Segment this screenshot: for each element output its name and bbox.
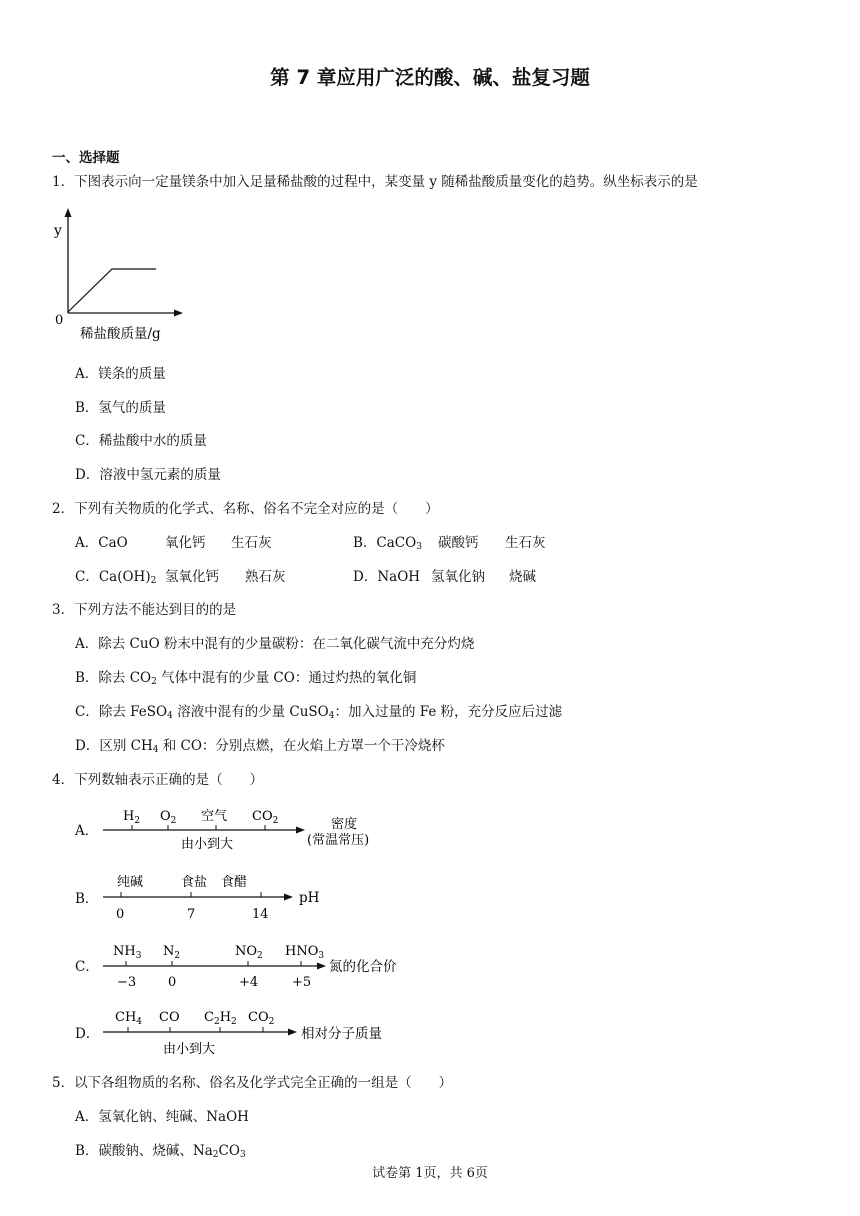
q4d-label-c2h2-h: H (219, 1010, 232, 1025)
q3-c-text-rest: ：加入过量的 Fe 粉，充分反应后过滤 (334, 704, 563, 720)
q4b-end-label: pH (299, 890, 320, 906)
q3-b-text: B．除去 CO (75, 670, 152, 686)
q4-option-d-axis (95, 1001, 415, 1061)
q2-option-c (75, 568, 286, 590)
q1-option-b: B．氢气的质量 (75, 400, 166, 416)
question-3-stem: 3．下列方法不能达到目的的是 (52, 602, 237, 618)
q3-option-b (75, 669, 416, 691)
q4b-label-salt: 食盐 (181, 875, 208, 890)
q3-c-text: C．除去 FeSO (75, 704, 168, 720)
q4b-tick-0: 0 (116, 907, 125, 922)
q4c-label-hno3: HNO (285, 944, 319, 959)
q2-b-common: 生石灰 (505, 535, 546, 551)
q4a-sub-h2: 2 (134, 816, 141, 826)
q2-a-letter: A． (75, 535, 99, 551)
q4a-label-h2: H (123, 809, 135, 824)
q4c-label-no2: NO (235, 944, 258, 959)
q3-d-text-rest: 和 CO：分别点燃，在火焰上方罩一个干冷烧杯 (158, 738, 445, 754)
question-4-stem: 4．下列数轴表示正确的是（ ） (52, 772, 264, 788)
svg-text:H2 (123, 809, 140, 826)
q2-a-name: 氧化钙 (165, 535, 206, 551)
q4-option-a-axis (95, 798, 405, 858)
q1-option-a: A．镁条的质量 (75, 366, 166, 382)
q2-option-b (353, 534, 546, 556)
q4c-value-5: +5 (292, 975, 312, 990)
q2-option-d (353, 568, 536, 586)
q2-c-common: 熟石灰 (245, 569, 286, 585)
q4c-sub-nh3: 3 (135, 951, 142, 961)
q4c-sub-hno3: 3 (318, 951, 325, 961)
q2-d-common: 烧碱 (509, 569, 536, 585)
q4-option-c-letter: C． (75, 959, 99, 975)
q1-graph (50, 205, 190, 345)
q4-option-a-letter: A． (75, 823, 99, 839)
q4a-label-o2: O (160, 809, 171, 824)
svg-text:CO2 (248, 1010, 274, 1027)
q3-d-sub: 4 (152, 745, 159, 755)
q2-b-letter: B． (353, 535, 377, 551)
q2-b-formula: CaCO (376, 535, 417, 551)
q4c-value-0: 0 (168, 975, 177, 990)
q2-c-formula-sub: 2 (150, 576, 157, 586)
q5-b-sub2: 3 (239, 1150, 246, 1160)
q4c-sub-n2: 2 (174, 951, 181, 961)
q4a-label-co2: CO (252, 809, 273, 824)
q5-option-b (75, 1142, 246, 1164)
q2-a-formula: CaO (98, 535, 128, 551)
q4d-label-co: CO (159, 1010, 180, 1025)
q4c-label-n2: N (163, 944, 175, 959)
q4a-end-label: 密度 (331, 817, 358, 832)
q1-graph-origin: 0 (55, 313, 64, 328)
question-5-stem: 5．以下各组物质的名称、俗名及化学式完全正确的一组是（ ） (52, 1075, 453, 1091)
q4d-label-ch4: CH (115, 1010, 137, 1025)
q2-d-formula: NaOH (377, 569, 421, 585)
page-title: 第 7 章应用广泛的酸、碱、盐复习题 (270, 66, 590, 89)
q3-option-c (75, 703, 562, 725)
svg-text:C2H2 (204, 1010, 237, 1027)
svg-text:NH3 (113, 944, 142, 961)
q1-graph-ylabel: y (54, 223, 62, 239)
q3-b-sub: 2 (151, 677, 157, 687)
svg-text:N2 (163, 944, 180, 961)
q3-option-a: A．除去 CuO 粉末中混有的少量碳粉：在二氧化碳气流中充分灼烧 (75, 636, 475, 652)
page-footer: 试卷第 1页，共 6页 (372, 1166, 488, 1181)
q4a-end-label-2: (常温常压) (307, 833, 370, 848)
question-2-stem: 2．下列有关物质的化学式、名称、俗名不完全对应的是（ ） (52, 501, 439, 517)
q4d-end-label: 相对分子质量 (301, 1026, 382, 1042)
q4d-sub-c2: 2 (213, 1017, 220, 1027)
q3-d-text: D．区别 CH (75, 738, 153, 754)
q5-b-sub1: 2 (212, 1150, 219, 1160)
q4d-label-c2h2: C (204, 1010, 214, 1025)
q4d-under-label: 由小到大 (163, 1042, 216, 1057)
q5-b-text-mid: CO (218, 1143, 240, 1159)
q1-option-c: C．稀盐酸中水的质量 (75, 433, 207, 449)
q4c-value-4: +4 (239, 975, 259, 990)
q2-d-letter: D． (353, 569, 378, 585)
q4-option-d-letter: D． (75, 1026, 100, 1042)
q4b-label-vinegar: 食醋 (221, 875, 248, 890)
q3-c-sub2: 4 (328, 711, 335, 721)
q4b-label-soda: 纯碱 (117, 875, 144, 890)
question-1-stem: 1．下图表示向一定量镁条中加入足量稀盐酸的过程中，某变量 y 随稀盐酸质量变化的趋势。纵坐标表示的是 (52, 174, 698, 190)
q4b-tick-7: 7 (187, 907, 196, 922)
q4b-tick-14: 14 (252, 907, 269, 922)
q4c-label-nh3: NH (113, 944, 136, 959)
q4a-sub-o2: 2 (170, 816, 177, 826)
svg-text:HNO3 (285, 944, 324, 961)
q4c-end-label: 氮的化合价 (329, 959, 397, 975)
q2-c-letter: C． (75, 569, 99, 585)
q5-b-text: B．碳酸钠、烧碱、Na (75, 1143, 213, 1159)
q5-option-a: A．氢氧化钠、纯碱、NaOH (75, 1109, 249, 1125)
q4d-label-co2: CO (248, 1010, 269, 1025)
q2-c-name: 氢氧化钙 (165, 569, 219, 585)
q4a-under-label: 由小到大 (181, 837, 234, 852)
q4a-sub-co2: 2 (272, 816, 279, 826)
q4d-sub-h2: 2 (231, 1017, 237, 1027)
q4d-sub-ch4: 4 (136, 1017, 143, 1027)
q2-option-a (75, 534, 272, 552)
q2-a-common: 生石灰 (231, 535, 272, 551)
q4d-sub-co2: 2 (268, 1017, 275, 1027)
q2-b-name: 碳酸钙 (438, 535, 479, 551)
svg-text:NO2 (235, 944, 263, 961)
q3-option-d (75, 737, 445, 759)
q4c-value-neg3: −3 (117, 975, 137, 990)
svg-text:CH4 (115, 1010, 142, 1027)
q4a-label-air: 空气 (201, 809, 228, 824)
q3-b-text-rest: 气体中混有的少量 CO：通过灼热的氧化铜 (156, 670, 417, 686)
q3-c-sub1: 4 (167, 711, 173, 721)
q1-graph-xlabel: 稀盐酸质量/g (80, 326, 161, 342)
q4-option-c-axis (95, 934, 425, 994)
q3-c-text-mid: 溶液中混有的少量 CuSO (172, 704, 329, 720)
q2-b-formula-sub: 3 (416, 542, 422, 552)
q4-option-b-axis (95, 866, 355, 926)
section-heading: 一、选择题 (52, 150, 120, 166)
q1-option-d: D．溶液中氢元素的质量 (75, 467, 221, 483)
svg-text:CO2 (252, 809, 278, 826)
q4-option-b-letter: B． (75, 891, 99, 907)
q2-d-name: 氢氧化钠 (431, 569, 485, 585)
q4c-sub-no2: 2 (257, 951, 263, 961)
svg-text:O2 (160, 809, 176, 826)
q2-c-formula: Ca(OH) (98, 569, 151, 585)
